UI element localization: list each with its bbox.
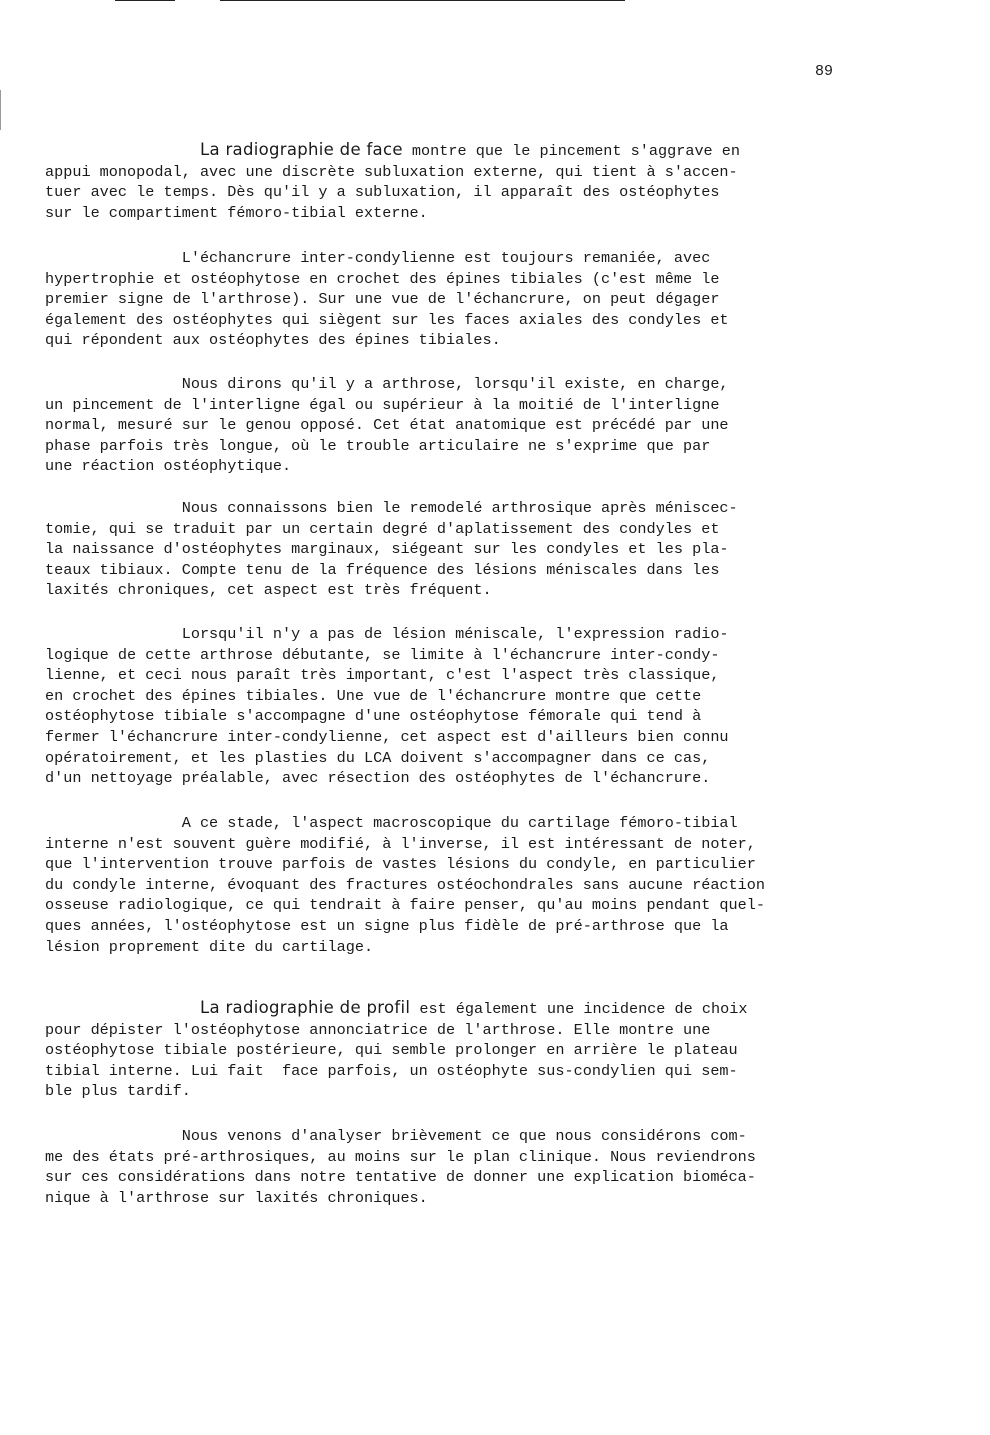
paragraph-2 <box>45 248 729 351</box>
paragraph-5-line-3: lienne, et ceci nous paraît très important, c'est l'aspect très classique, <box>45 666 720 685</box>
paragraph-6-line-2: interne n'est souvent guère modifié, à l'inverse, il est intéressant de noter, <box>45 834 756 853</box>
paragraph-1 <box>45 140 740 223</box>
paragraph-6 <box>45 813 765 957</box>
paragraph-7-line-5: ble plus tardif. <box>45 1082 191 1101</box>
paragraph-7-line-2: pour dépister l'ostéophytose annonciatrice de l'arthrose. Elle montre une <box>45 1020 711 1039</box>
paragraph-8-line-4: nique à l'arthrose sur laxités chroniques. <box>45 1188 428 1207</box>
paragraph-2-line-5: qui répondent aux ostéophytes des épines tibiales. <box>45 331 501 350</box>
paragraph-5-line-2: logique de cette arthrose débutante, se limite à l'échancrure inter-condy- <box>45 645 720 664</box>
paragraph-7-line-1 <box>45 998 747 1020</box>
paragraph-5-line-8: d'un nettoyage préalable, avec résection des ostéophytes de l'échancrure. <box>45 769 711 788</box>
paragraph-5-line-1: Lorsqu'il n'y a pas de lésion méniscale, l'expression radio- <box>45 625 729 643</box>
paragraph-1-line-1-text: montre que le pincement s'aggrave en <box>402 142 741 160</box>
paragraph-6-line-3: que l'intervention trouve parfois de vastes lésions du condyle, en particulier <box>45 855 756 874</box>
paragraph-2-line-2: hypertrophie et ostéophytose en crochet des épines tibiales (c'est même le <box>45 269 720 288</box>
paragraph-7-line-1-text: est également une incidence de choix <box>410 1000 748 1018</box>
paragraph-1-line-4: sur le compartiment fémoro-tibial externe. <box>45 203 428 222</box>
section-heading-profil: La radiographie de profil <box>200 998 411 1017</box>
paragraph-2-line-1: L'échancrure inter-condylienne est toujours remaniée, avec <box>45 249 711 267</box>
paragraph-8 <box>45 1126 756 1208</box>
paragraph-7 <box>45 998 747 1102</box>
paragraph-7-line-3: ostéophytose tibiale postérieure, qui semble prolonger en arrière le plateau <box>45 1041 738 1060</box>
paragraph-5-line-4: en crochet des épines tibiales. Une vue de l'échancrure montre que cette <box>45 686 702 705</box>
paragraph-4-line-5: laxités chroniques, cet aspect est très fréquent. <box>45 581 492 600</box>
paragraph-5-line-7: opératoirement, et les plasties du LCA doivent s'accompagner dans ce cas, <box>45 748 711 767</box>
paragraph-4-line-1: Nous connaissons bien le remodelé arthrosique après méniscec- <box>45 499 738 517</box>
paragraph-3-line-3: normal, mesuré sur le genou opposé. Cet état anatomique est précédé par une <box>45 416 729 435</box>
paragraph-6-line-7: lésion proprement dite du cartilage. <box>45 937 374 956</box>
paragraph-3 <box>45 374 729 477</box>
paragraph-8-line-1: Nous venons d'analyser brièvement ce que nous considérons com- <box>45 1127 747 1145</box>
paragraph-6-line-1: A ce stade, l'aspect macroscopique du cartilage fémoro-tibial <box>45 814 738 832</box>
paragraph-5 <box>45 624 729 789</box>
paragraph-4 <box>45 498 738 601</box>
paragraph-7-line-4: tibial interne. Lui fait face parfois, un ostéophyte sus-condylien qui sem- <box>45 1061 738 1080</box>
paragraph-3-line-5: une réaction ostéophytique. <box>45 457 292 476</box>
paragraph-6-line-5: osseuse radiologique, ce qui tendrait à faire penser, qu'au moins pendant quel- <box>45 896 766 915</box>
paragraph-5-line-5: ostéophytose tibiale s'accompagne d'une ostéophytose fémorale qui tend à <box>45 707 702 726</box>
paragraph-4-line-2: tomie, qui se traduit par un certain degré d'aplatissement des condyles et <box>45 519 720 538</box>
paragraph-8-line-2: me des états pré-arthrosiques, au moins sur le plan clinique. Nous reviendrons <box>45 1147 756 1166</box>
paragraph-8-line-3: sur ces considérations dans notre tentative de donner une explication bioméca- <box>45 1168 756 1187</box>
paragraph-6-line-6: ques années, l'ostéophytose est un signe plus fidèle de pré-arthrose que la <box>45 916 729 935</box>
paragraph-3-line-1: Nous dirons qu'il y a arthrose, lorsqu'il existe, en charge, <box>45 375 729 393</box>
paragraph-2-line-4: également des ostéophytes qui siègent sur les faces axiales des condyles et <box>45 310 729 329</box>
paragraph-6-line-4: du condyle interne, évoquant des fractures ostéochondrales sans aucune réaction <box>45 875 766 894</box>
paragraph-4-line-3: la naissance d'ostéophytes marginaux, siégeant sur les condyles et les pla- <box>45 540 729 559</box>
paragraph-3-line-2: un pincement de l'interligne égal ou supérieur à la moitié de l'interligne <box>45 395 720 414</box>
scan-margin-line <box>0 90 1 130</box>
paragraph-1-line-3: tuer avec le temps. Dès qu'il y a subluxation, il apparaît des ostéophytes <box>45 183 720 202</box>
paragraph-1-line-1 <box>45 140 740 162</box>
page-number: 89 <box>815 63 834 80</box>
top-rule-left <box>115 0 175 1</box>
paragraph-2-line-3: premier signe de l'arthrose). Sur une vue de l'échancrure, on peut dégager <box>45 290 720 309</box>
paragraph-3-line-4: phase parfois très longue, où le trouble articulaire ne s'exprime que par <box>45 436 711 455</box>
paragraph-1-line-2: appui monopodal, avec une discrète subluxation externe, qui tient à s'accen- <box>45 162 738 181</box>
top-rule-right <box>220 0 625 1</box>
paragraph-5-line-6: fermer l'échancrure inter-condylienne, cet aspect est d'ailleurs bien connu <box>45 727 729 746</box>
paragraph-4-line-4: teaux tibiaux. Compte tenu de la fréquence des lésions méniscales dans les <box>45 560 720 579</box>
section-heading-face: La radiographie de face <box>200 140 403 159</box>
